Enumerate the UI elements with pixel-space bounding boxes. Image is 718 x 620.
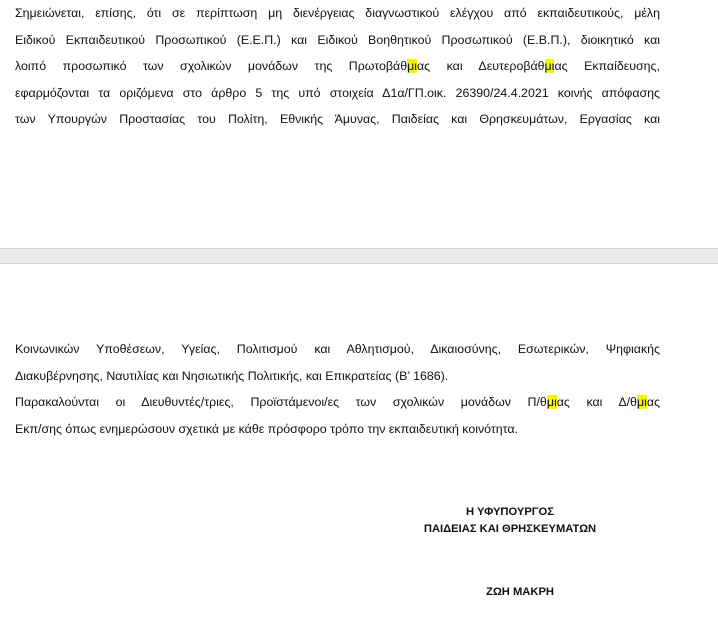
text-line: εφαρμόζονται τα οριζόμενα στο άρθρο 5 της υπό στοιχεία Δ1α/ΓΠ.οικ. 26390/24.4.2021 κοινής απόφασης	[15, 85, 660, 100]
text-line: των Υπουργών Προστασίας του Πολίτη, Εθνικής Άμυνας, Παιδείας και Θρησκευμάτων, Εργασίας και	[15, 112, 660, 127]
paragraph-testing-exceptions	[15, 0, 660, 133]
signatory-role: Η ΥΦΥΠΟΥΡΓΟΣ	[466, 506, 554, 518]
text-line: Παρακαλούνται οι Διευθυντές/τριες, Προϊστάμενοι/ες των σχολικών μονάδων Π/θμιας και Δ/θμιας	[15, 395, 660, 410]
signatory-name: ΖΩΗ ΜΑΚΡΗ	[485, 586, 554, 598]
text-line: λοιπό προσωπικό των σχολικών μονάδων της Πρωτοβάθμιας και Δευτεροβάθμιας Εκπαίδευσης,	[15, 59, 660, 74]
paragraph-continuation	[15, 336, 660, 442]
document-page-2	[0, 264, 718, 620]
signatory-ministry: ΠΑΙΔΕΙΑΣ ΚΑΙ ΘΡΗΣΚΕΥΜΑΤΩΝ	[423, 523, 597, 535]
signature-title	[390, 504, 630, 538]
highlighted-text: μι	[407, 59, 417, 74]
text-line: Σημειώνεται, επίσης, ότι σε περίπτωση μη διενέργειας διαγνωστικού ελέγχου από εκπαιδευτικούς, μέλη	[15, 6, 660, 20]
highlighted-text: μι	[546, 395, 557, 410]
highlighted-text: μι	[544, 59, 555, 74]
page-separator	[0, 248, 718, 264]
text-line: Εκπ/σης όπως ενημερώσουν σχετικά με κάθε πρόσφορο τρόπο την εκπαιδευτική κοινότητα.	[15, 421, 518, 436]
text-line: Διακυβέρνησης, Ναυτιλίας και Νησιωτικής Πολιτικής, και Επικρατείας (Β’ 1686).	[15, 368, 449, 383]
text-line: Ειδικού Εκπαιδευτικού Προσωπικού (Ε.Ε.Π.) και Ειδικού Βοηθητικού Προσωπικού (Ε.Β.Π.), διοικητικό και	[15, 32, 660, 47]
document-page-1	[0, 0, 718, 248]
highlighted-text: μι	[636, 395, 647, 410]
text-line: Κοινωνικών Υποθέσεων, Υγείας, Πολιτισμού και Αθλητισμού, Δικαιοσύνης, Εσωτερικών, Ψηφιακής	[15, 342, 660, 356]
